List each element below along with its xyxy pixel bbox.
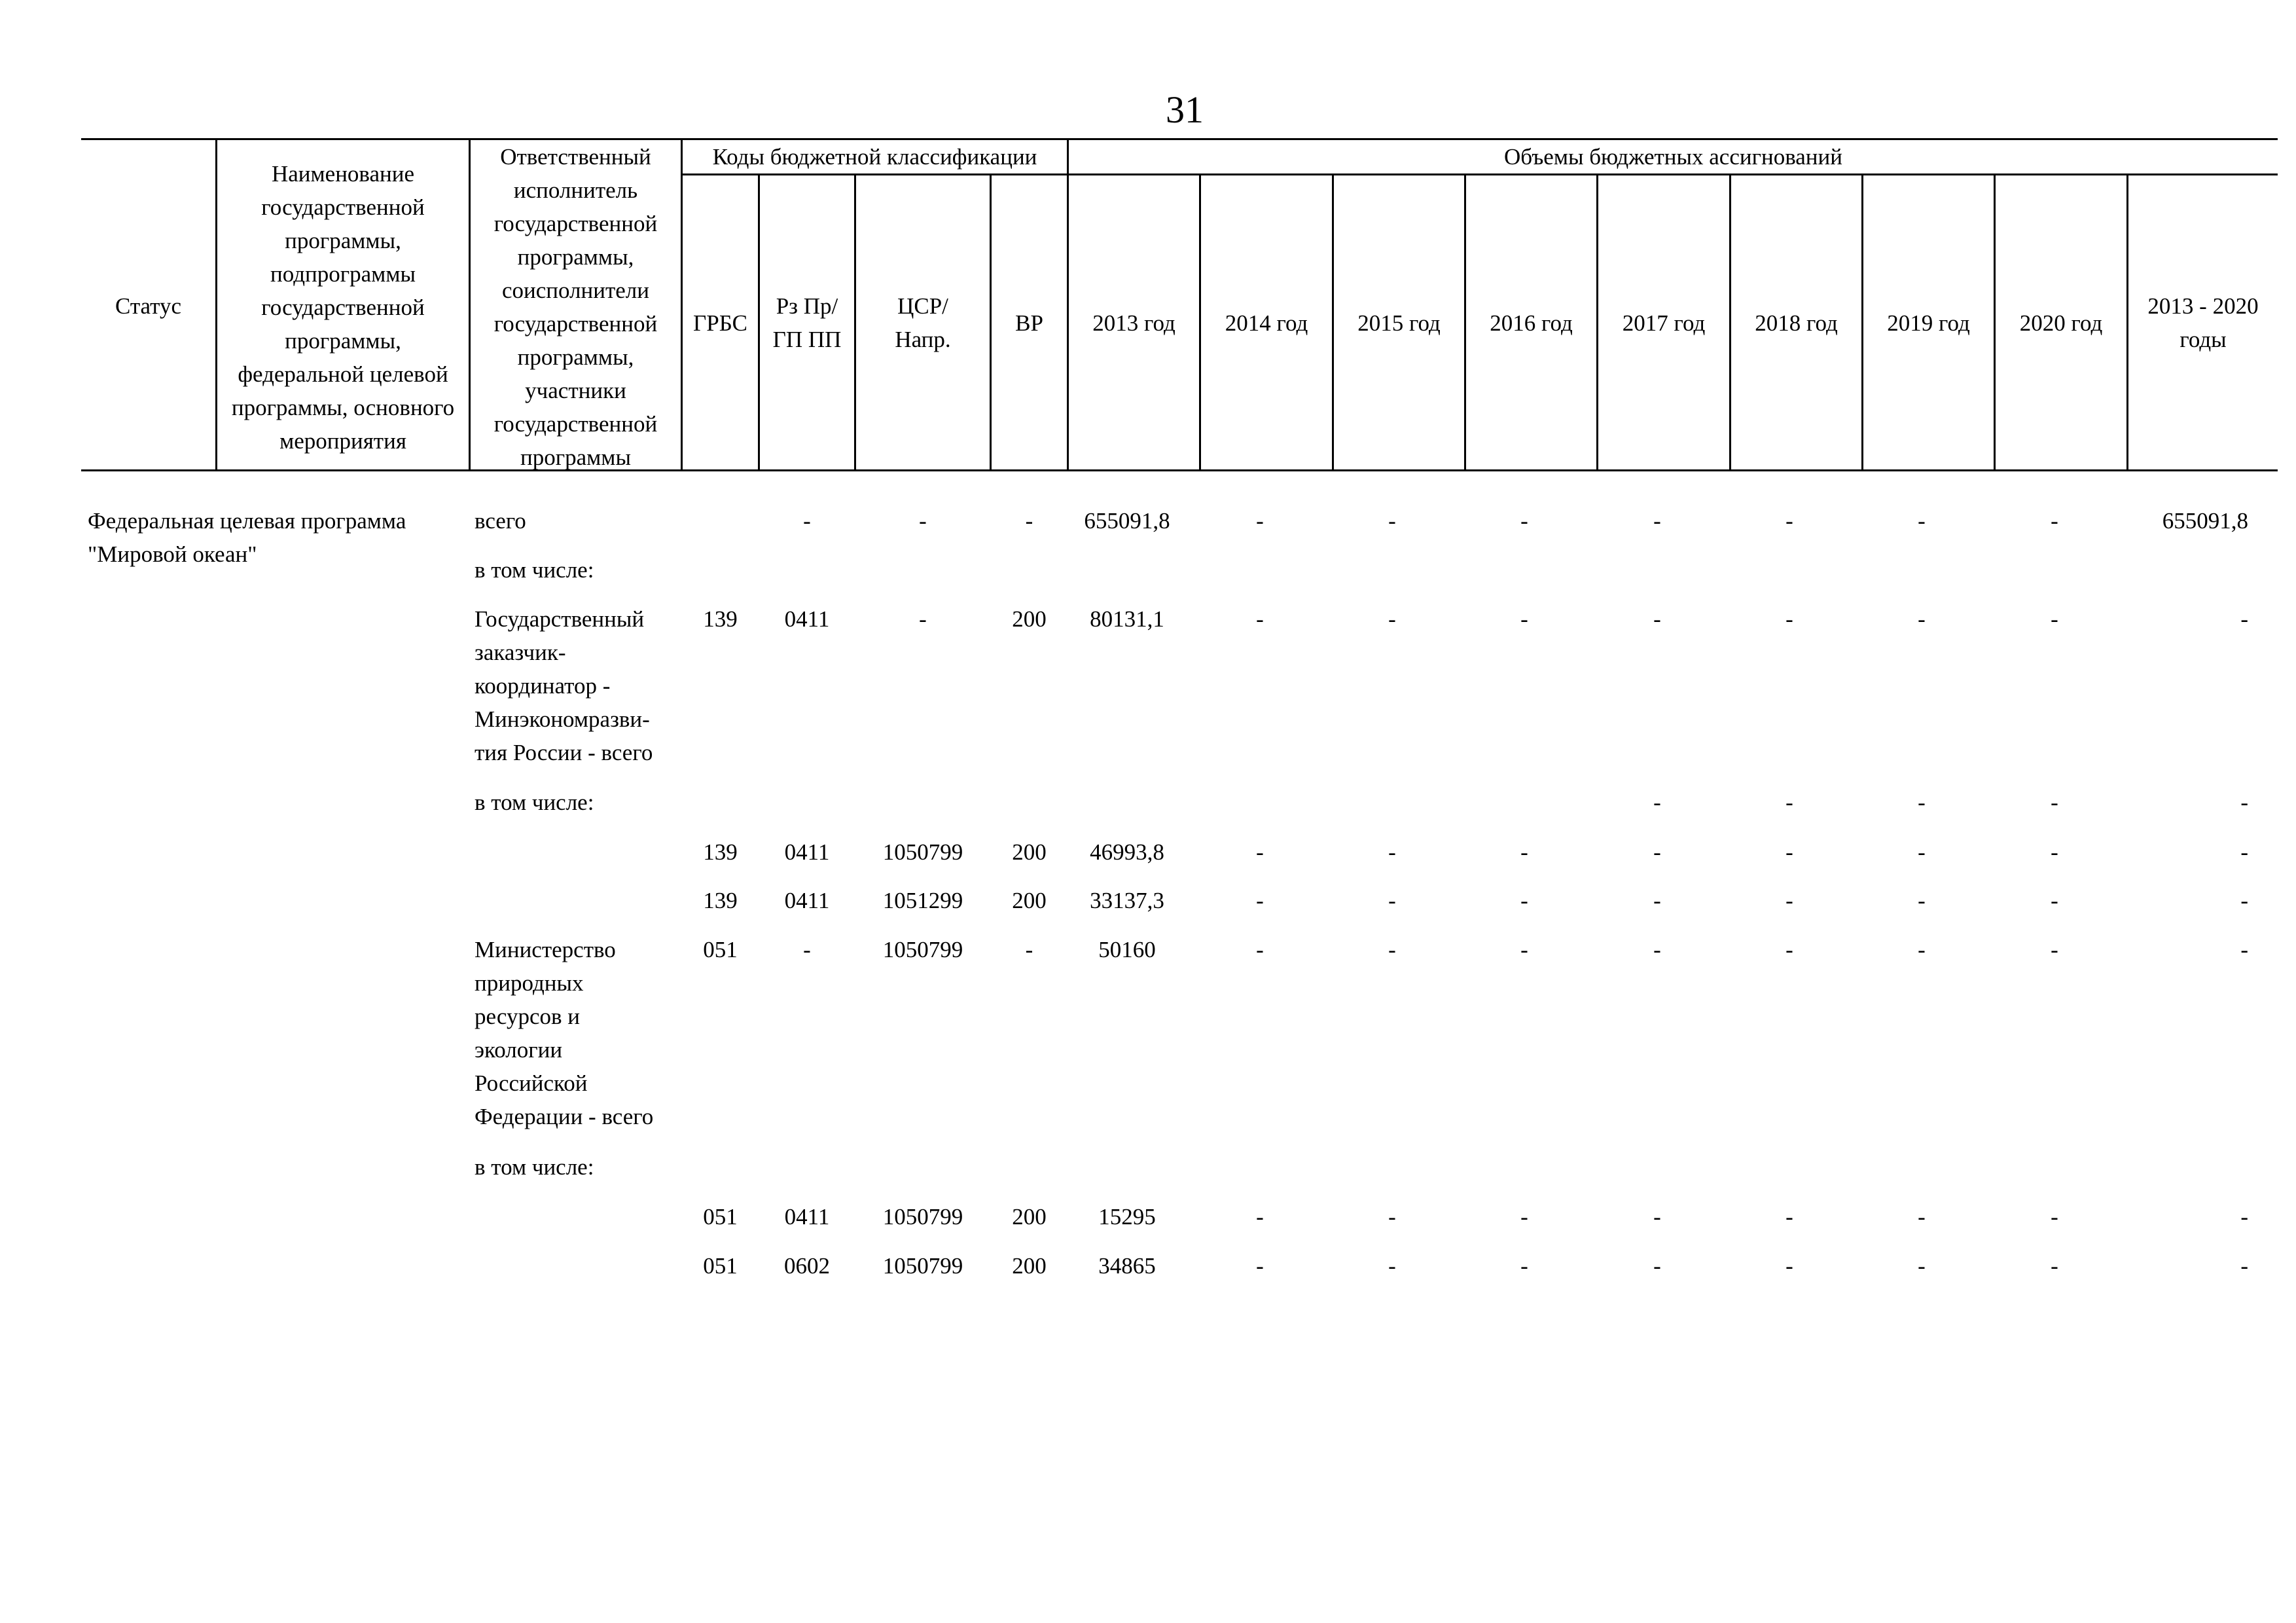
- row-ministry-nature-value: -: [1918, 937, 1926, 962]
- col-divider: [1067, 138, 1069, 471]
- row-nature-sub-grbs: 051: [703, 1204, 738, 1230]
- row-ministry-econ-value: -: [1388, 606, 1396, 632]
- row-nature-sub-value: -: [1520, 1204, 1528, 1230]
- row-econ-sub-grbs: 139: [703, 839, 738, 865]
- program-status: Федеральная целевая программа "Мировой океан": [88, 508, 406, 567]
- row-total-value: -: [1918, 508, 1926, 534]
- row-nature-sub-vr: 200: [1012, 1204, 1047, 1230]
- header-year: 2017 год: [1622, 310, 1706, 336]
- row-in-that-total: -: [2240, 790, 2248, 815]
- row-econ-sub-value: -: [1256, 888, 1264, 913]
- row-econ-sub-value: -: [2051, 839, 2058, 865]
- row-econ-sub-value: -: [1520, 839, 1528, 865]
- row-in-that-responsible: в том числе:: [475, 1154, 594, 1180]
- row-nature-sub-value: -: [1918, 1204, 1926, 1230]
- row-total-vr: -: [1025, 508, 1033, 534]
- row-total-csr: -: [919, 508, 927, 534]
- row-econ-sub-csr: 1050799: [882, 839, 963, 865]
- row-nature-sub-value: -: [1388, 1253, 1396, 1279]
- row-ministry-econ-responsible: Государственный заказчик- координатор - Минэкономразви- тия России - всего: [475, 606, 653, 765]
- row-econ-sub-value: -: [1785, 888, 1793, 913]
- row-nature-sub-value: -: [2051, 1253, 2058, 1279]
- header-year: 2015 год: [1357, 310, 1441, 336]
- row-nature-sub-rzpr: 0602: [784, 1253, 830, 1279]
- row-in-that-value: -: [2051, 790, 2058, 815]
- row-ministry-nature-value: -: [1388, 937, 1396, 962]
- row-in-that-value: -: [1918, 790, 1926, 815]
- row-econ-sub-value: 33137,3: [1090, 888, 1164, 913]
- row-nature-sub-rzpr: 0411: [784, 1204, 830, 1230]
- row-total-value: -: [1256, 508, 1264, 534]
- row-ministry-nature-value: -: [1520, 937, 1528, 962]
- row-nature-sub-value: 15295: [1098, 1204, 1156, 1230]
- row-nature-sub-value: -: [1256, 1253, 1264, 1279]
- row-in-that-value: -: [1785, 790, 1793, 815]
- row-ministry-nature-rzpr: -: [803, 937, 811, 962]
- row-econ-sub-value: -: [2051, 888, 2058, 913]
- row-total-value: -: [1785, 508, 1793, 534]
- row-ministry-econ-value: -: [1520, 606, 1528, 632]
- row-econ-sub-total: -: [2240, 888, 2248, 913]
- row-nature-sub-total: -: [2240, 1204, 2248, 1230]
- row-ministry-nature-value: -: [1256, 937, 1264, 962]
- row-ministry-nature-value: -: [2051, 937, 2058, 962]
- row-econ-sub-rzpr: 0411: [784, 839, 830, 865]
- row-econ-sub-value: -: [1653, 888, 1661, 913]
- row-nature-sub-value: -: [2051, 1204, 2058, 1230]
- row-econ-sub-value: -: [1388, 888, 1396, 913]
- header-year: 2016 год: [1490, 310, 1573, 336]
- row-ministry-nature-value: 50160: [1098, 937, 1156, 962]
- row-ministry-econ-value: -: [1653, 606, 1661, 632]
- col-divider: [681, 138, 683, 471]
- row-total-value: -: [1388, 508, 1396, 534]
- header-sub-rule: [681, 173, 2278, 175]
- row-in-that-responsible: в том числе:: [475, 790, 594, 815]
- row-nature-sub-value: 34865: [1098, 1253, 1156, 1279]
- row-in-that-responsible: в том числе:: [475, 557, 594, 583]
- header-bottom-rule: [81, 469, 2278, 471]
- row-econ-sub-vr: 200: [1012, 839, 1047, 865]
- row-nature-sub-value: -: [1256, 1204, 1264, 1230]
- row-ministry-econ-rzpr: 0411: [784, 606, 830, 632]
- row-nature-sub-grbs: 051: [703, 1253, 738, 1279]
- row-nature-sub-total: -: [2240, 1253, 2248, 1279]
- row-total-value: -: [1653, 508, 1661, 534]
- row-ministry-nature-grbs: 051: [703, 937, 738, 962]
- row-nature-sub-value: -: [1918, 1253, 1926, 1279]
- row-nature-sub-value: -: [1785, 1204, 1793, 1230]
- page-number: 31: [1166, 88, 1204, 131]
- row-econ-sub-value: -: [1785, 839, 1793, 865]
- row-total-total: 655091,8: [2162, 508, 2248, 534]
- header-rzpr: Рз Пр/ ГП ПП: [772, 293, 842, 352]
- header-volumes-group: Объемы бюджетных ассигнований: [1503, 144, 1842, 170]
- row-ministry-econ-value: -: [1785, 606, 1793, 632]
- header-vr: ВР: [1015, 310, 1043, 336]
- row-nature-sub-csr: 1050799: [882, 1253, 963, 1279]
- row-nature-sub-csr: 1050799: [882, 1204, 963, 1230]
- header-status: Статус: [115, 293, 182, 319]
- row-ministry-econ-value: -: [1918, 606, 1926, 632]
- row-total-value: -: [2051, 508, 2058, 534]
- row-ministry-econ-csr: -: [919, 606, 927, 632]
- row-econ-sub-value: -: [1918, 839, 1926, 865]
- row-econ-sub-grbs: 139: [703, 888, 738, 913]
- row-econ-sub-value: -: [1520, 888, 1528, 913]
- row-ministry-nature-total: -: [2240, 937, 2248, 962]
- row-econ-sub-vr: 200: [1012, 888, 1047, 913]
- row-nature-sub-value: -: [1388, 1204, 1396, 1230]
- header-year: 2014 год: [1225, 310, 1308, 336]
- row-econ-sub-total: -: [2240, 839, 2248, 865]
- row-total-value: -: [1520, 508, 1528, 534]
- row-econ-sub-value: -: [1918, 888, 1926, 913]
- header-year: 2019 год: [1887, 310, 1970, 336]
- row-econ-sub-value: 46993,8: [1090, 839, 1164, 865]
- row-ministry-econ-grbs: 139: [703, 606, 738, 632]
- header-year: 2018 год: [1755, 310, 1838, 336]
- header-responsible: Ответственный исполнитель государственной программы, соисполнители государственной программы, участники государственной программы: [493, 144, 658, 470]
- row-nature-sub-vr: 200: [1012, 1253, 1047, 1279]
- row-nature-sub-value: -: [1653, 1253, 1661, 1279]
- row-in-that-value: -: [1653, 790, 1661, 815]
- row-econ-sub-value: -: [1388, 839, 1396, 865]
- row-ministry-econ-value: -: [2051, 606, 2058, 632]
- header-csr: ЦСР/ Напр.: [895, 293, 951, 352]
- row-econ-sub-csr: 1051299: [882, 888, 963, 913]
- header-program-name: Наименование государственной программы, подпрограммы государственной программы, федеральной целевой программы, основного мероприятия: [231, 161, 455, 454]
- header-grbs: ГРБС: [693, 310, 747, 336]
- row-econ-sub-value: -: [1256, 839, 1264, 865]
- row-ministry-nature-value: -: [1653, 937, 1661, 962]
- row-ministry-nature-vr: -: [1025, 937, 1033, 962]
- row-ministry-econ-total: -: [2240, 606, 2248, 632]
- header-year: 2013 год: [1092, 310, 1175, 336]
- row-total-value: 655091,8: [1084, 508, 1170, 534]
- header-codes-group: Коды бюджетной классификации: [712, 144, 1037, 170]
- row-nature-sub-value: -: [1653, 1204, 1661, 1230]
- row-ministry-econ-vr: 200: [1012, 606, 1047, 632]
- row-total-responsible: всего: [475, 508, 526, 534]
- row-nature-sub-value: -: [1520, 1253, 1528, 1279]
- header-year: 2020 год: [2019, 310, 2103, 336]
- row-econ-sub-value: -: [1653, 839, 1661, 865]
- row-total-rzpr: -: [803, 508, 811, 534]
- row-ministry-nature-csr: 1050799: [882, 937, 963, 962]
- row-ministry-econ-value: 80131,1: [1090, 606, 1164, 632]
- row-econ-sub-rzpr: 0411: [784, 888, 830, 913]
- header-year-total: 2013 - 2020 годы: [2147, 293, 2259, 352]
- row-ministry-nature-value: -: [1785, 937, 1793, 962]
- row-ministry-nature-responsible: Министерство природных ресурсов и экологии Российской Федерации - всего: [475, 937, 654, 1129]
- row-nature-sub-value: -: [1785, 1253, 1793, 1279]
- row-ministry-econ-value: -: [1256, 606, 1264, 632]
